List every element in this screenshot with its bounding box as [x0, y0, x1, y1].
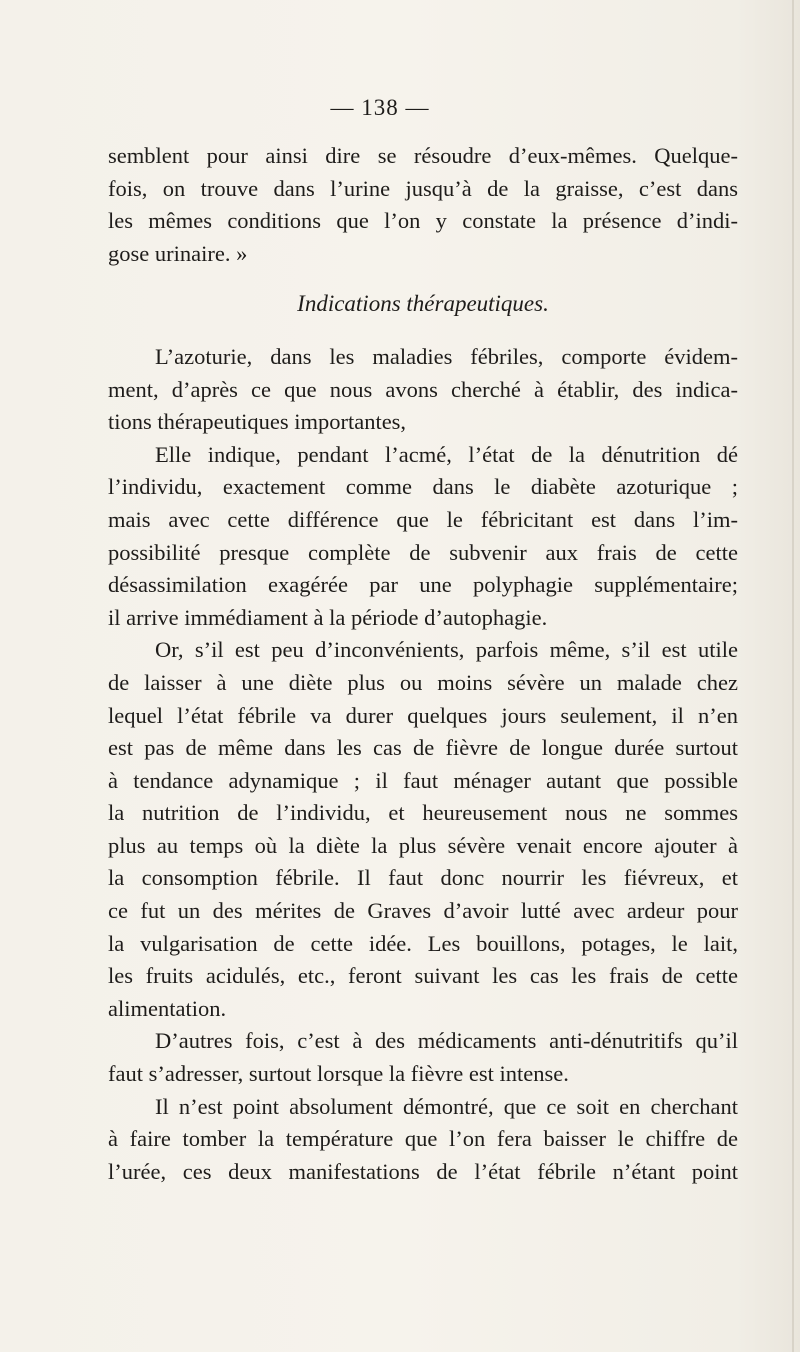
text-line: alimentation.: [108, 995, 227, 1021]
paragraph-1: [108, 140, 738, 270]
text-line: ment, d’après ce que nous avons cherché à établir, des indica-: [108, 376, 738, 402]
paragraph-3: [108, 439, 738, 635]
text-line: les mêmes conditions que l’on y constate la présence d’indi-: [108, 208, 738, 234]
text-line: les fruits acidulés, etc., feront suivant les cas les frais de cette: [108, 963, 738, 989]
text-line: semblent pour ainsi dire se résoudre d’eux-mêmes. Quelque-: [108, 143, 738, 168]
text-line: fois, on trouve dans l’urine jusqu’à de la graisse, c’est dans: [108, 175, 738, 201]
text-line: la vulgarisation de cette idée. Les bouillons, potages, le lait,: [108, 930, 738, 956]
text-line: Elle indique, pendant l’acmé, l’état de la dénutrition dé: [155, 441, 738, 467]
section-heading: Indications thérapeutiques.: [297, 291, 549, 317]
text-line: lequel l’état fébrile va durer quelques jours seulement, il n’en: [108, 702, 738, 728]
text-line: tions thérapeutiques importantes,: [108, 409, 407, 435]
text-line: l’urée, ces deux manifestations de l’état fébrile n’étant point: [108, 1158, 738, 1184]
text-line: ce fut un des mérites de Graves d’avoir lutté avec ardeur pour: [108, 898, 738, 924]
text-line: faut s’adresser, surtout lorsque la fièvre est intense.: [108, 1061, 569, 1087]
text-line: à tendance adynamique ; il faut ménager autant que possible: [108, 767, 738, 793]
text-line: Or, s’il est peu d’inconvénients, parfois même, s’il est utile: [155, 637, 738, 663]
text-line: la consomption fébrile. Il faut donc nourrir les fiévreux, et: [108, 865, 738, 891]
text-line: est pas de même dans les cas de fièvre de longue durée surtout: [108, 735, 738, 761]
text-line: de laisser à une diète plus ou moins sévère un malade chez: [108, 669, 738, 695]
text-line: L’azoturie, dans les maladies fébriles, comporte évidem-: [155, 343, 738, 369]
page-number: — 138 —: [330, 95, 430, 120]
text-line: D’autres fois, c’est à des médicaments anti-dénutritifs qu’il: [155, 1028, 738, 1054]
text-line: possibilité presque complète de subvenir aux frais de cette: [108, 539, 738, 565]
text-line: Il n’est point absolument démontré, que ce soit en cherchant: [155, 1093, 738, 1119]
text-line: l’individu, exactement comme dans le diabète azoturique ;: [108, 474, 738, 500]
text-line: mais avec cette différence que le fébricitant est dans l’im-: [108, 506, 738, 532]
text-line: à faire tomber la température que l’on fera baisser le chiffre de: [108, 1126, 738, 1152]
text-line: désassimilation exagérée par une polyphagie supplémentaire;: [108, 572, 738, 598]
text-line: il arrive immédiament à la période d’autophagie.: [108, 604, 548, 630]
paragraph-4: [108, 634, 738, 1025]
body-text: [108, 140, 738, 1188]
page-edge: [792, 0, 794, 1352]
paragraph-6: [108, 1091, 738, 1189]
text-line: la nutrition de l’individu, et heureusement nous ne sommes: [108, 800, 738, 826]
text-line: plus au temps où la diète la plus sévère venait encore ajouter à: [108, 832, 738, 858]
text-line: gose urinaire. »: [108, 240, 248, 266]
paragraph-2: [108, 341, 738, 439]
paragraph-5: [108, 1025, 738, 1090]
